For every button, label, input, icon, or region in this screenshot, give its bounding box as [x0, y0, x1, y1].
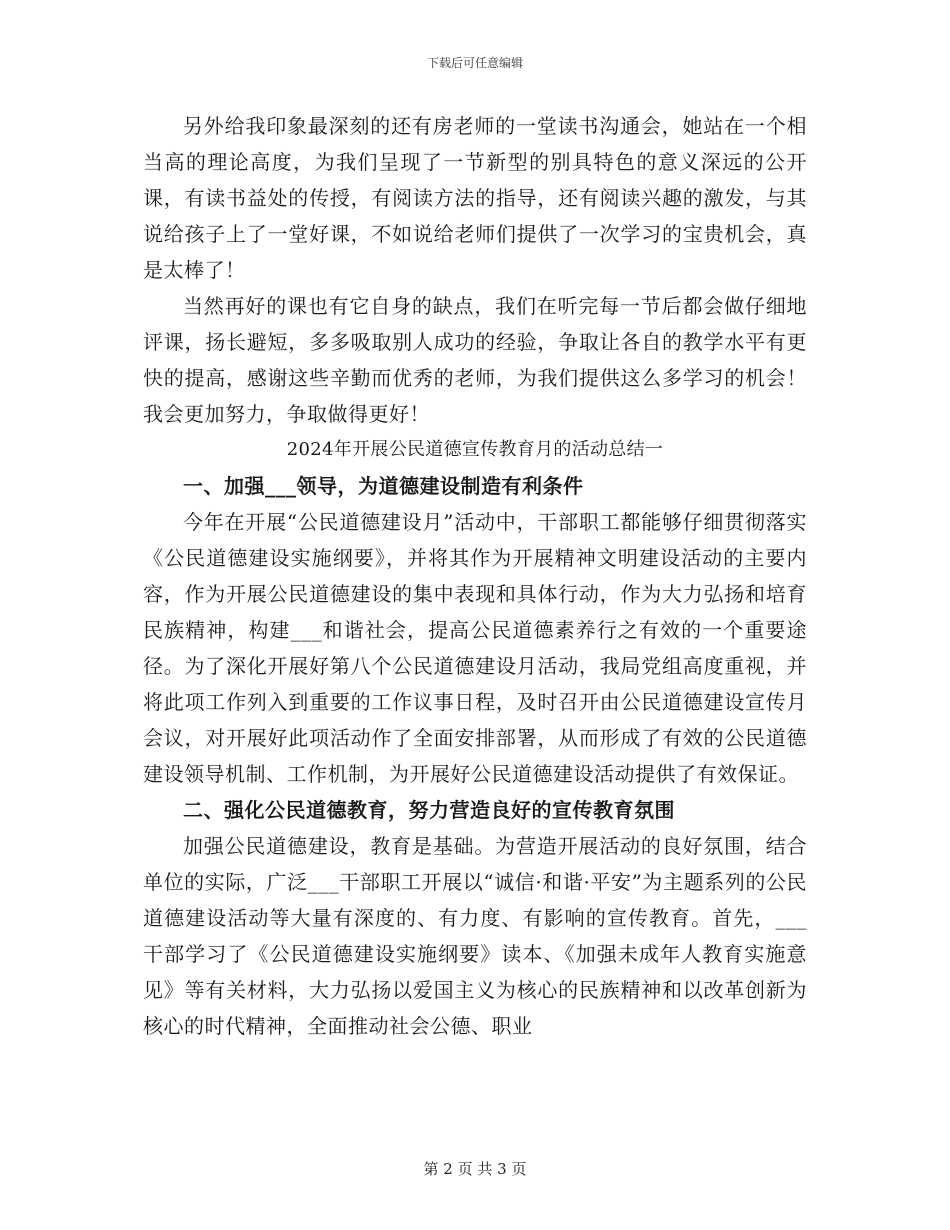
page-header-note: 下载后可任意编辑: [426, 56, 523, 70]
document-title: 2024年开展公民道德宣传教育月的活动总结一: [286, 439, 664, 460]
section-heading-education: 二、强化公民道德教育，努力营造良好的宣传教育氛围: [183, 798, 675, 822]
paragraph-education: 加强公民道德建设，教育是基础。为营造开展活动的良好氛围，结合单位的实际，广泛___干部职工开展以“诚信·和谐·平安”为主题系列的公民道德建设活动等大量有深度的、有力度、有影响的宣传教育。首先，___干部学习了《公民道德建设实施纲要》读本、《加强未成年人教育实施意见》等有关材料，大力弘扬以爱国主义为核心的民族精神和以改革创新为核心的时代精神，全面推动社会公德、职业: [143, 834, 807, 1038]
document-body: [143, 108, 807, 1044]
page-number: 第 2 页 共 3 页: [423, 1160, 527, 1178]
section-heading-leadership: 一、加强___领导，为道德建设制造有利条件: [183, 474, 584, 498]
paragraph-class-review: 当然再好的课也有它自身的缺点，我们在听完每一节后都会做仔细地评课，扬长避短，多多吸取别人成功的经验，争取让各自的教学水平有更快的提高，感谢这些辛勤而优秀的老师，为我们提供这么多学习的机会！我会更加努力，争取做得更好！: [143, 294, 807, 426]
paragraph-reading-session: 另外给我印象最深刻的还有房老师的一堂读书沟通会，她站在一个相当高的理论高度，为我们呈现了一节新型的别具特色的意义深远的公开课，有读书益处的传授，有阅读方法的指导，还有阅读兴趣的激发，与其说给孩子上了一堂好课，不如说给老师们提供了一次学习的宝贵机会，真是太棒了！: [143, 114, 807, 282]
paragraph-leadership: 今年在开展“公民道德建设月”活动中，干部职工都能够仔细贯彻落实《公民道德建设实施纲要》，并将其作为开展精神文明建设活动的主要内容，作为开展公民道德建设的集中表现和具体行动，作为大力弘扬和培育民族精神，构建___和谐社会，提高公民道德素养行之有效的一个重要途径。为了深化开展好第八个公民道德建设月活动，我局党组高度重视，并将此项工作列入到重要的工作议事日程，及时召开由公民道德建设宣传月会议，对开展好此项活动作了全面安排部署，从而形成了有效的公民道德建设领导机制、工作机制，为开展好公民道德建设活动提供了有效保证。: [143, 510, 807, 786]
